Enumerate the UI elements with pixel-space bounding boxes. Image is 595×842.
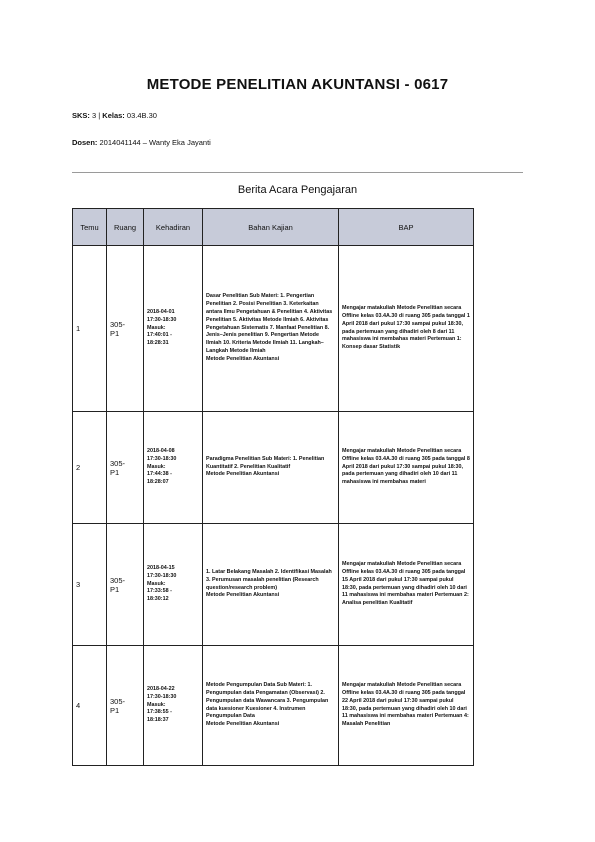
dosen-value: 2014041144 – Wanty Eka Jayanti xyxy=(97,138,211,147)
cell-bahan-kajian: Metode Pengumpulan Data Sub Materi: 1. Pengumpulan data Pengamatan (Observasi) 2. Pengumpulan data Wawancara 3. Pengumpulan data kuesioner Kuesioner 4. Instrumen Pengumpulan Data Metode Penelitian Akuntansi xyxy=(203,646,339,766)
header-bahan-kajian: Bahan Kajian xyxy=(203,209,339,246)
cell-ruang: 305- P1 xyxy=(107,646,144,766)
cell-bahan-kajian: Paradigma Penelitian Sub Materi: 1. Penelitian Kuantitatif 2. Penelitian Kualitatif Metode Penelitian Akuntansi xyxy=(203,412,339,524)
cell-bap: Mengajar matakuliah Metode Penelitian secara Offline kelas 03.4A.30 di ruang 305 pada tanggal 1 April 2018 dari pukul 17:30 sampai pukul 18:30, pada pertemuan yang dihadiri oleh 8 dari 11 mahasiswa ini membahas materi Pertemuan 1: Konsep dasar Statistik xyxy=(339,246,474,412)
header-ruang: Ruang xyxy=(107,209,144,246)
bap-table xyxy=(72,208,474,766)
cell-ruang: 305- P1 xyxy=(107,524,144,646)
header-temu: Temu xyxy=(73,209,107,246)
sks-label: SKS: xyxy=(72,111,90,120)
course-meta-line xyxy=(72,111,157,120)
cell-ruang: 305- P1 xyxy=(107,246,144,412)
header-bap: BAP xyxy=(339,209,474,246)
cell-temu: 3 xyxy=(73,524,107,646)
dosen-label: Dosen: xyxy=(72,138,98,147)
table-row xyxy=(73,524,474,646)
header-kehadiran: Kehadiran xyxy=(144,209,203,246)
table-header-row xyxy=(73,209,474,246)
sks-value: 3 | xyxy=(89,111,103,120)
page-title: METODE PENELITIAN AKUNTANSI - 0617 xyxy=(146,76,449,93)
table-row xyxy=(73,412,474,524)
cell-kehadiran: 2018-04-01 17:30-18:30 Masuk: 17:40:01 - 18:28:31 xyxy=(144,246,203,412)
cell-bap: Mengajar matakuliah Metode Penelitian secara Offline kelas 03.4A.30 di ruang 305 pada tanggal 22 April 2018 dari pukul 17:30 sampai pukul 18:30, pada pertemuan yang dihadiri oleh 10 dari 11 mahasiswa ini membahas materi Pertemuan 4: Masalah Penelitian xyxy=(339,646,474,766)
cell-bap: Mengajar matakuliah Metode Penelitian secara Offline kelas 03.4A.30 di ruang 305 pada tanggal 15 April 2018 dari pukul 17:30 sampai pukul 18:30, pada pertemuan yang dihadiri oleh 10 dari 11 mahasiswa ini membahas materi Pertemuan 2: Analisa penelitian Kualitatif xyxy=(339,524,474,646)
section-title: Berita Acara Pengajaran xyxy=(237,184,358,196)
kelas-label: Kelas: xyxy=(102,111,125,120)
cell-kehadiran: 2018-04-08 17:30-18:30 Masuk: 17:44:38 - 18:28:07 xyxy=(144,412,203,524)
lecturer-line xyxy=(72,138,211,147)
cell-temu: 2 xyxy=(73,412,107,524)
cell-bahan-kajian: Dasar Penelitian Sub Materi: 1. Pengertian Penelitian 2. Posisi Penelitian 3. Keterkaitan antara Ilmu Pengetahuan & Penelitian 4. Aktivitas Penelitian 5. Aktivitas Metode Ilmiah 6. Aktivitas Pengetahuan Sistematis 7. Manfaat Penelitian 8. Jenis–Jenis penelitian 9. Pengertian Metode Ilmiah 10. Kriteria Metode Ilmiah 11. Langkah–Langkah Metode Ilmiah Metode Penelitian Akuntansi xyxy=(203,246,339,412)
cell-temu: 1 xyxy=(73,246,107,412)
cell-temu: 4 xyxy=(73,646,107,766)
kelas-value: 03.4B.30 xyxy=(124,111,157,120)
cell-bap: Mengajar matakuliah Metode Penelitian secara Offline kelas 03.4A.30 di ruang 305 pada tanggal 8 April 2018 dari pukul 17:30 sampai pukul 18:30, pada pertemuan yang dihadiri oleh 10 dari 11 mahasiswa ini membahas materi xyxy=(339,412,474,524)
cell-ruang: 305- P1 xyxy=(107,412,144,524)
cell-bahan-kajian: 1. Latar Belakang Masalah 2. Identifikasi Masalah 3. Perumusan masalah penelitian (Research question/research problem) Metode Penelitian Akuntansi xyxy=(203,524,339,646)
table-row xyxy=(73,646,474,766)
divider xyxy=(72,172,523,173)
cell-kehadiran: 2018-04-15 17:30-18:30 Masuk: 17:33:58 - 18:30:12 xyxy=(144,524,203,646)
cell-kehadiran: 2018-04-22 17:30-18:30 Masuk: 17:38:55 - 18:18:37 xyxy=(144,646,203,766)
table-row xyxy=(73,246,474,412)
